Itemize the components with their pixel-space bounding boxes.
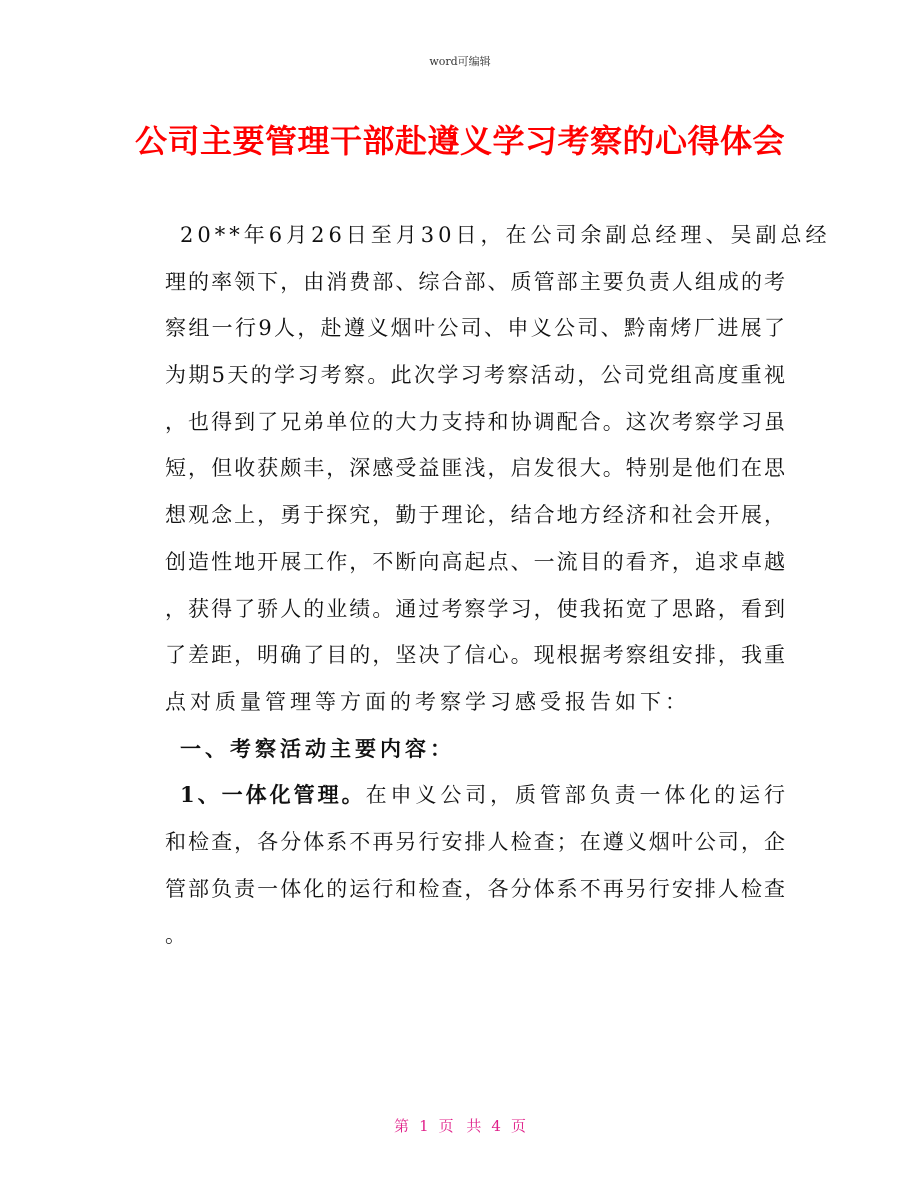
document-body [165, 212, 831, 959]
paragraph-line: 察组一行9人，赴遵义烟叶公司、申义公司、黔南烤厂进展了 [165, 316, 785, 341]
document-title: 公司主要管理干部赴遵义学习考察的心得体会 [134, 122, 785, 160]
footer-prefix: 第 [394, 1117, 410, 1135]
item-line [165, 772, 785, 819]
paragraph-line: 理的率领下，由消费部、综合部、质管部主要负责人组成的考 [165, 269, 785, 294]
footer-mid: 页 共 [438, 1117, 482, 1135]
section-heading: 一、考察活动主要内容： [180, 735, 455, 761]
item-line: 管部负责一体化的运行和检查，各分体系不再另行安排人检查 [165, 876, 785, 901]
page-footer [0, 1115, 920, 1136]
paragraph-line: ，也得到了兄弟单位的大力支持和协调配合。这次考察学习虽 [165, 409, 785, 434]
item-bold-lead: 1、一体化管理。 [180, 782, 366, 808]
paragraph-line: 了差距，明确了目的，坚决了信心。现根据考察组安排，我重 [165, 643, 785, 668]
paragraph-line: 想观念上，勇于探究，勤于理论，结合地方经济和社会开展， [165, 503, 785, 528]
paragraph-line: 创造性地开展工作，不断向高起点、一流目的看齐，追求卓越 [165, 549, 785, 574]
page-header: word可编辑 [429, 55, 491, 68]
footer-total-pages: 4 [491, 1117, 501, 1135]
footer-page-number: 1 [419, 1117, 429, 1135]
footer-suffix: 页 [510, 1117, 526, 1135]
paragraph-line: ，获得了骄人的业绩。通过考察学习，使我拓宽了思路，看到 [165, 596, 785, 621]
paragraph-line: 点对质量管理等方面的考察学习感受报告如下： [165, 689, 690, 714]
paragraph-line: 为期5天的学习考察。此次学习考察活动，公司党组高度重视 [165, 363, 785, 388]
item-line: 和检查，各分体系不再另行安排人检查；在遵义烟叶公司，企 [165, 829, 785, 854]
item-text: 在申义公司，质管部负责一体化的运行 [365, 783, 785, 808]
paragraph-line: 短，但收获颇丰，深感受益匪浅，启发很大。特别是他们在思 [165, 456, 785, 481]
paragraph-line: 20**年6月26日至月30日，在公司余副总经理、吴副总经 [180, 223, 831, 247]
item-line: 。 [165, 923, 190, 948]
